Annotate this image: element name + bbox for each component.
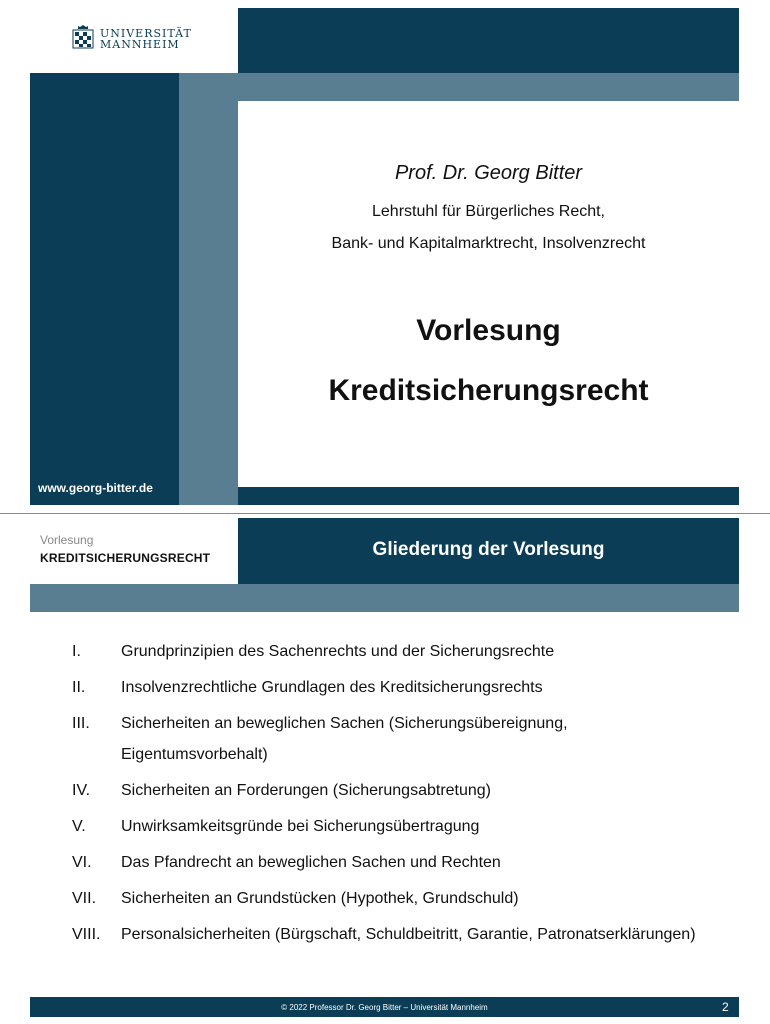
course-title: Kreditsicherungsrecht xyxy=(328,374,649,407)
slide-title: Gliederung der Vorlesung xyxy=(372,539,605,560)
logo-line-1: UNIVERSITÄT xyxy=(100,27,192,40)
lecture-label: Vorlesung xyxy=(416,314,561,347)
bottom-bar xyxy=(238,487,739,505)
toc-item xyxy=(72,636,712,667)
toc-text: Sicherheiten an Forderungen (Sicherungsabtretung) xyxy=(121,782,492,799)
chair-line-1: Lehrstuhl für Bürgerliches Recht, xyxy=(372,203,605,220)
page-number: 2 xyxy=(722,1000,729,1014)
logo-line-2: MANNHEIM xyxy=(100,38,180,51)
toc-number: V. xyxy=(72,818,86,835)
accent-band-horizontal xyxy=(179,73,739,101)
accent-band xyxy=(30,584,739,612)
toc-text: Sicherheiten an beweglichen Sachen (Sicherungsübereignung, Eigentumsvorbehalt) xyxy=(121,715,568,763)
toc-number: IV. xyxy=(72,782,91,799)
slide-header-course: KREDITSICHERUNGSRECHT xyxy=(40,551,211,565)
toc-item xyxy=(72,672,712,703)
footer-copyright: © 2022 Professor Dr. Georg Bitter – Universität Mannheim xyxy=(281,1003,488,1012)
chair-line-2: Bank- und Kapitalmarktrecht, Insolvenzrecht xyxy=(331,235,646,252)
toc-text: Personalsicherheiten (Bürgschaft, Schuldbeitritt, Garantie, Patronatserklärungen) xyxy=(121,926,696,943)
toc-item xyxy=(72,919,712,950)
toc-item xyxy=(72,883,712,914)
toc-text: Das Pfandrecht an beweglichen Sachen und Rechten xyxy=(121,854,501,871)
toc-number: II. xyxy=(72,679,86,696)
accent-band-vertical xyxy=(179,101,238,505)
toc-number: VIII. xyxy=(72,926,101,943)
toc-number: VII. xyxy=(72,890,97,907)
toc-number: III. xyxy=(72,715,90,732)
university-logo xyxy=(70,22,200,56)
toc-item xyxy=(72,811,712,842)
toc-number: VI. xyxy=(72,854,92,871)
university-crest-icon xyxy=(70,24,96,54)
slide-header-small: Vorlesung xyxy=(40,533,94,547)
website-link[interactable]: www.georg-bitter.de xyxy=(38,481,153,495)
side-panel xyxy=(30,73,179,505)
toc-text: Insolvenzrechtliche Grundlagen des Kreditsicherungsrechts xyxy=(121,679,543,696)
toc-item xyxy=(72,708,712,770)
toc-item xyxy=(72,775,712,806)
toc-text: Unwirksamkeitsgründe bei Sicherungsübertragung xyxy=(121,818,480,835)
header-bar xyxy=(238,8,739,73)
toc-number: I. xyxy=(72,643,81,660)
toc-text: Sicherheiten an Grundstücken (Hypothek, Grundschuld) xyxy=(121,890,519,907)
professor-name: Prof. Dr. Georg Bitter xyxy=(394,162,583,184)
slide-divider xyxy=(0,513,770,514)
toc-item xyxy=(72,847,712,878)
toc-text: Grundprinzipien des Sachenrechts und der Sicherungsrechte xyxy=(121,643,555,660)
table-of-contents xyxy=(72,636,712,955)
